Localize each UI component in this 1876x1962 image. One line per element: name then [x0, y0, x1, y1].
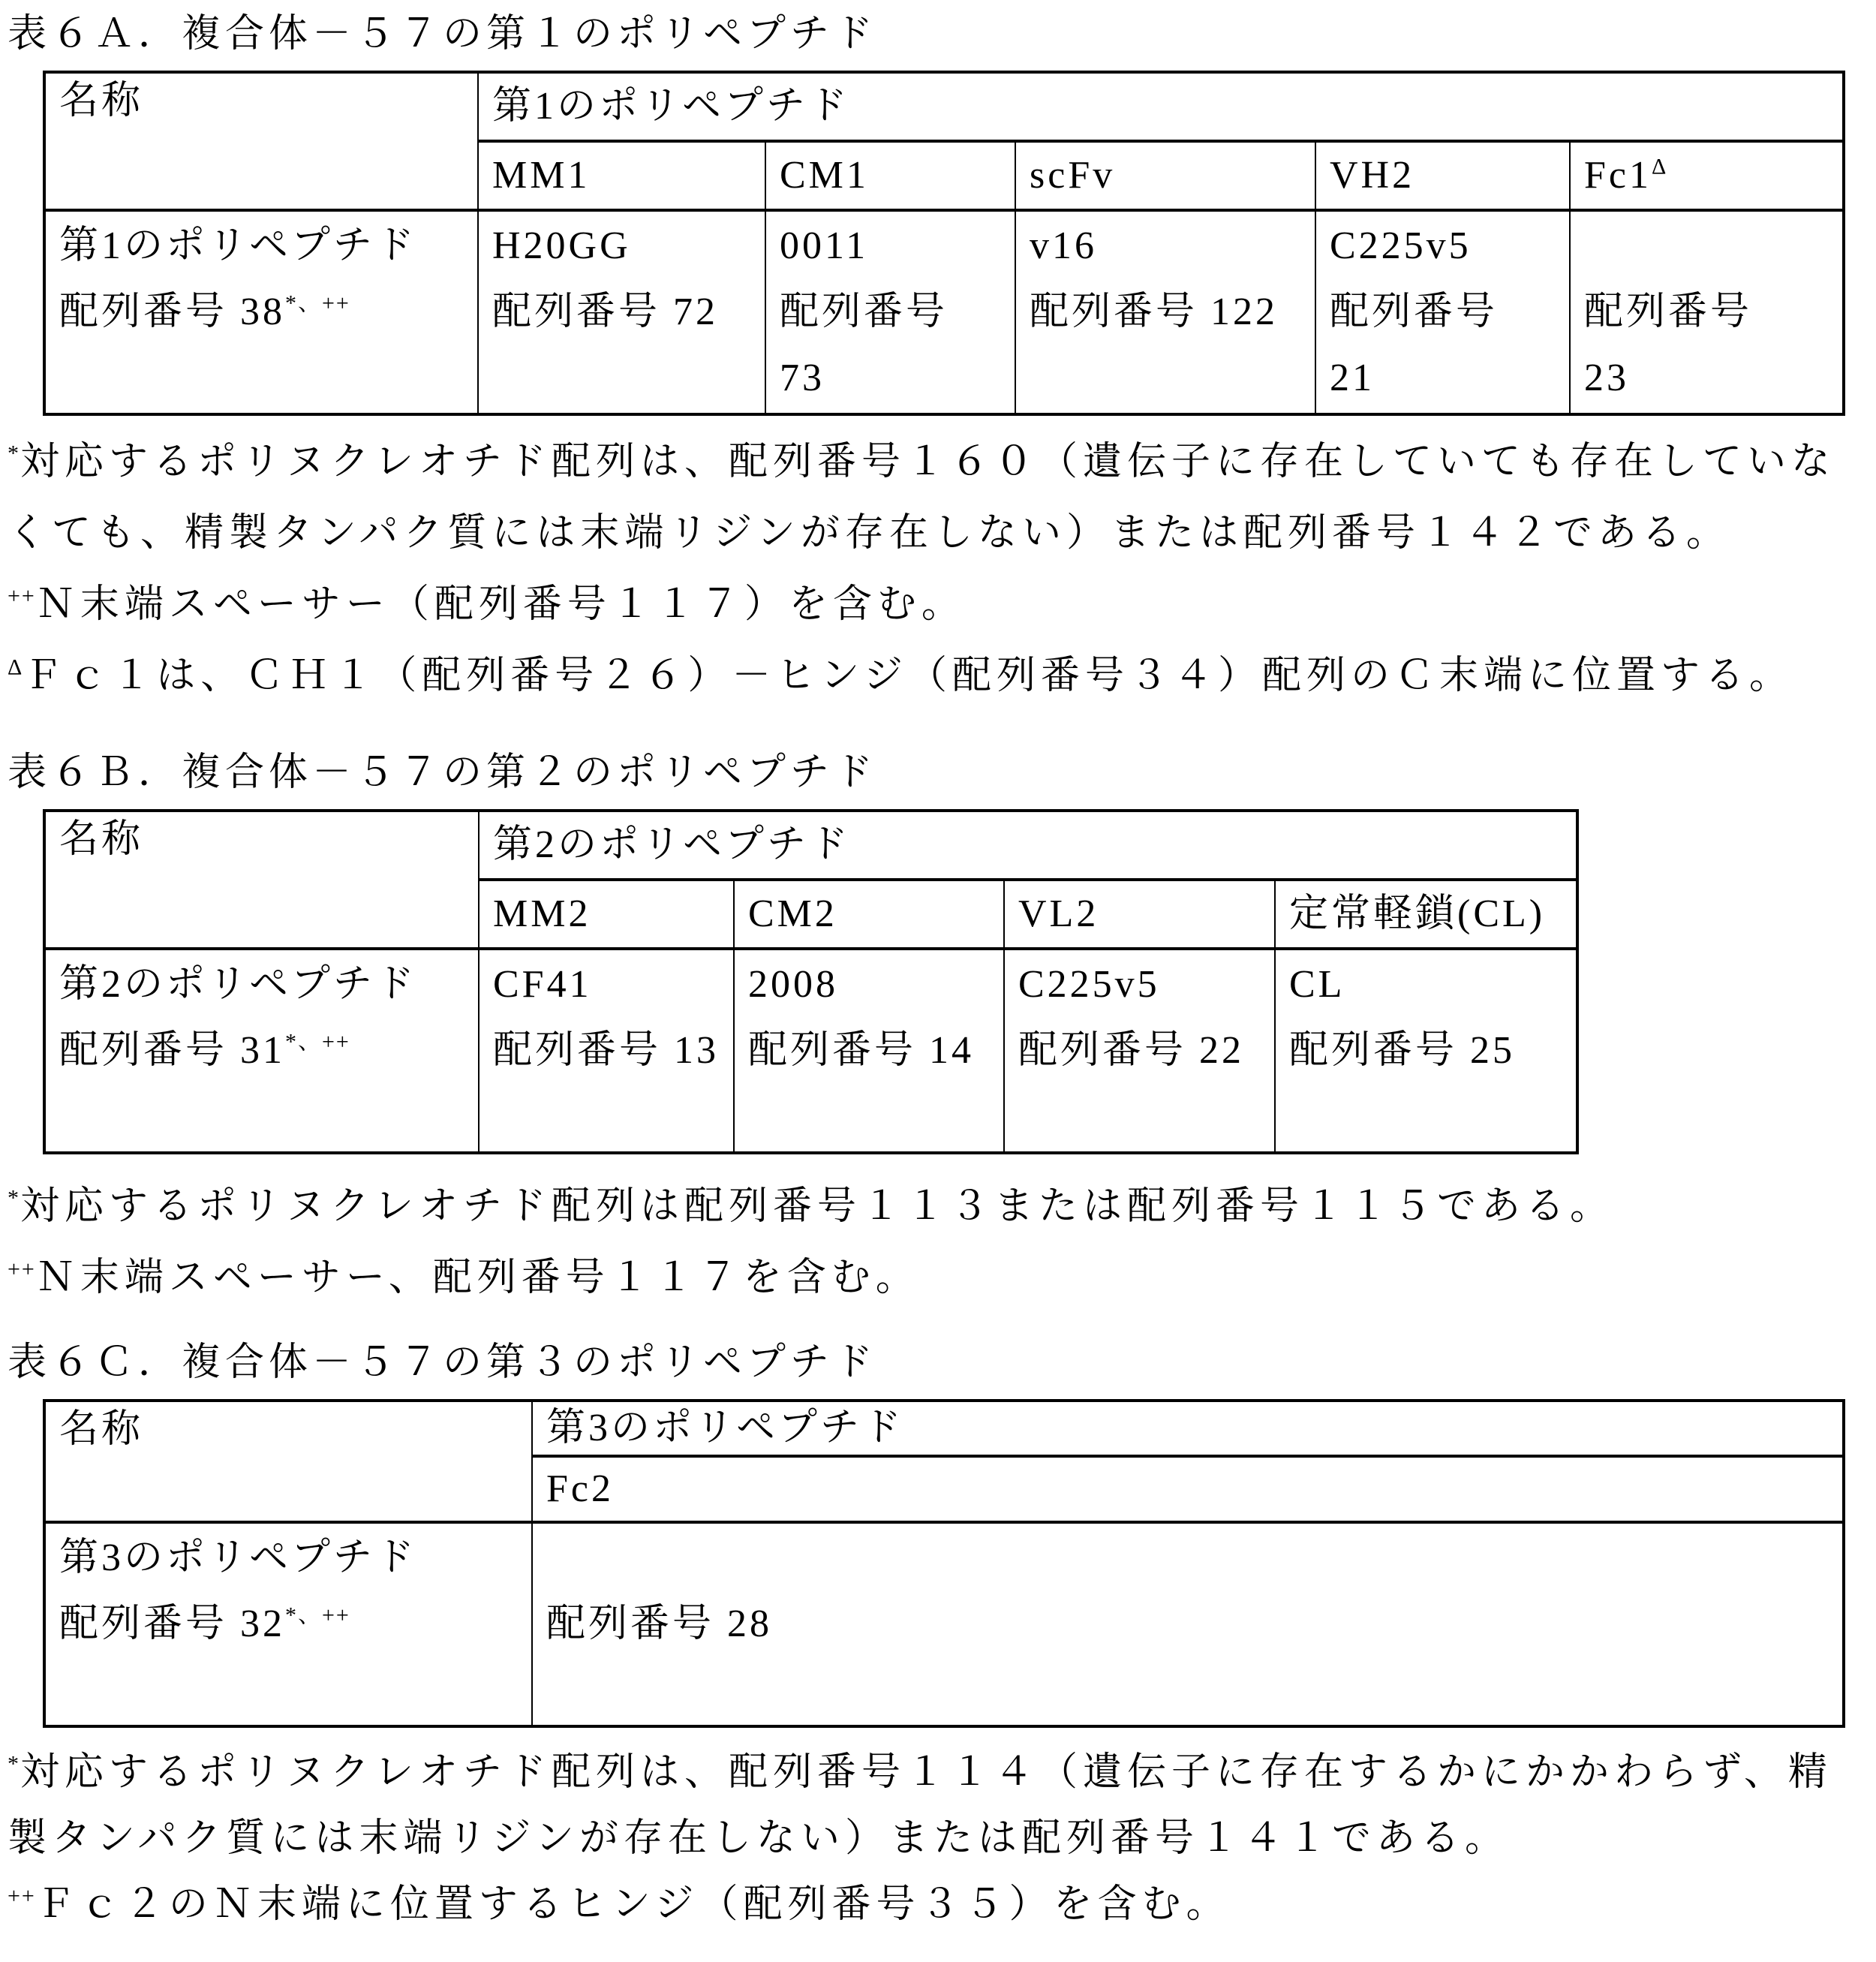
col-label: CM1: [780, 154, 869, 197]
table-6a-cell-scfv: [1015, 210, 1315, 414]
cell-line: 73: [780, 357, 825, 399]
table-6b: [43, 809, 1579, 1154]
cell-line: [59, 1084, 472, 1150]
footnote-text: 対応するポリヌクレオチド配列は、配列番号１６０（遺伝子に存在していても存在していなくても、精製タンパク質には末端リジンが存在しない）または配列番号１４２である。: [8, 441, 1836, 555]
footnote-text: Ｆｃ１は、ＣＨ１（配列番号２６）－ヒンジ（配列番号３４）配列のＣ末端に位置する。: [23, 655, 1793, 697]
col-label: scFv: [1030, 154, 1116, 197]
footnote-asterisk: [8, 1171, 1861, 1242]
table-6b-col-cl: [1275, 880, 1577, 949]
col-label: VH2: [1330, 154, 1415, 197]
seq-id: 配列番号 32: [59, 1602, 286, 1645]
table-6b-cell-cl: [1275, 949, 1577, 1153]
cell-line: [1018, 1084, 1268, 1150]
cell-line: 配列番号: [1584, 290, 1753, 333]
footnote-asterisk: [8, 426, 1861, 569]
cell-line: [59, 1018, 472, 1084]
footnote-text: 対応するポリヌクレオチド配列は、配列番号１１４（遺伝子に存在するかにかかわらず、精製タンパク質には末端リジンが存在しない）または配列番号１４１である。: [8, 1751, 1832, 1860]
cell-line: [59, 345, 471, 411]
footnote-marker: *: [8, 1185, 20, 1211]
cell-line: [492, 345, 759, 411]
cell-line: CF41: [493, 963, 592, 1006]
cell-line: [59, 1591, 525, 1657]
footnote-marks: *、++: [285, 1602, 350, 1628]
footnote-text: Ｎ末端スペーサー（配列番号１１７）を含む。: [35, 583, 966, 626]
table-6b-footnotes: [8, 1171, 1861, 1314]
table-6a-footnotes: [8, 426, 1861, 712]
cell-line: 第1のポリペプチド: [59, 224, 417, 267]
cell-line: [59, 1657, 525, 1723]
footnote-marker: ++: [8, 583, 36, 609]
cell-line: [546, 1525, 1836, 1591]
cell-line: [1289, 1084, 1570, 1150]
footnote-marker: *: [8, 1751, 20, 1777]
col-label: 定常軽鎖(CL): [1289, 892, 1546, 935]
table-6a-cell-cm1: [765, 210, 1015, 414]
table-6a-cell-mm1: [478, 210, 765, 414]
table-6a-name-header: 名称: [44, 72, 478, 210]
table-6c-row-name-cell: [44, 1522, 532, 1726]
table-6a-col-vh2: [1315, 141, 1570, 210]
table-6c-col-fc2: [532, 1456, 1844, 1522]
cell-line: 23: [1584, 357, 1629, 399]
cell-line: 第3のポリペプチド: [59, 1536, 417, 1579]
table-6c-name-header: 名称: [44, 1401, 532, 1522]
footnote-plusplus: [8, 1242, 1861, 1314]
table-6c: [43, 1399, 1845, 1728]
footnote-text: Ｆｃ２のＮ末端に位置するヒンジ（配列番号３５）を含む。: [35, 1883, 1231, 1926]
seq-id: 配列番号 38: [59, 290, 286, 333]
cell-line: C225v5: [1330, 224, 1472, 267]
cell-line: [1584, 213, 1836, 279]
cell-line: 0011: [780, 224, 869, 267]
footnote-plusplus: [8, 1872, 1861, 1938]
table-6a-group-header: 第1のポリペプチド: [478, 72, 1844, 141]
cell-line: [59, 279, 471, 345]
table-6b-name-header: 名称: [44, 811, 479, 949]
cell-line: 配列番号 25: [1289, 1029, 1516, 1072]
table-6a-col-mm1: [478, 141, 765, 210]
table-6b-col-mm2: [479, 880, 734, 949]
cell-line: 21: [1330, 357, 1375, 399]
footnote-asterisk: [8, 1740, 1861, 1872]
footnote-marks: *、++: [285, 290, 350, 316]
cell-line: H20GG: [492, 224, 631, 267]
col-label: Fc2: [546, 1467, 614, 1510]
cell-line: 2008: [748, 963, 838, 1006]
table-6a-row-name-cell: [44, 210, 478, 414]
footnote-marker: Δ: [8, 655, 24, 680]
cell-line: 配列番号: [1330, 290, 1499, 333]
table-6a-cell-fc1: [1570, 210, 1844, 414]
col-label: MM2: [493, 892, 591, 935]
footnote-marks: *、++: [285, 1029, 350, 1055]
footnote-marker: *: [8, 441, 20, 466]
cell-line: 第2のポリペプチド: [59, 963, 417, 1006]
cell-line: 配列番号 14: [748, 1029, 975, 1072]
cell-line: [1030, 345, 1309, 411]
table-6b-cell-vl2: [1004, 949, 1275, 1153]
table-6c-title: 表６Ｃ．複合体－５７の第３のポリペプチド: [8, 1341, 877, 1384]
table-6b-col-vl2: [1004, 880, 1275, 949]
cell-line: 配列番号 28: [546, 1602, 773, 1645]
cell-line: 配列番号 72: [492, 290, 719, 333]
table-6a-title: 表６Ａ．複合体－５７の第１のポリペプチド: [8, 13, 877, 56]
cell-line: 配列番号 22: [1018, 1029, 1245, 1072]
footnote-delta: [8, 640, 1861, 712]
table-6b-cell-cm2: [734, 949, 1004, 1153]
table-6a-col-fc1: [1570, 141, 1844, 210]
col-label: Fc1: [1584, 154, 1652, 197]
col-label: VL2: [1018, 892, 1099, 935]
cell-line: C225v5: [1018, 963, 1160, 1006]
cell-line: 配列番号: [780, 290, 949, 333]
col-sup: Δ: [1652, 154, 1668, 179]
footnote-marker: ++: [8, 1883, 36, 1909]
cell-line: 配列番号 13: [493, 1029, 720, 1072]
cell-line: [748, 1084, 997, 1150]
seq-id: 配列番号 31: [59, 1029, 286, 1072]
table-6a-col-scfv: [1015, 141, 1315, 210]
cell-line: CL: [1289, 963, 1345, 1006]
table-6b-row-name-cell: [44, 949, 479, 1153]
cell-line: v16: [1030, 224, 1097, 267]
table-6c-group-header: 第3のポリペプチド: [532, 1401, 1844, 1456]
table-6c-cell-fc2: [532, 1522, 1844, 1726]
table-6a-col-cm1: [765, 141, 1015, 210]
footnote-text: 対応するポリヌクレオチド配列は配列番号１１３または配列番号１１５である。: [20, 1185, 1615, 1228]
table-6a: [43, 71, 1845, 416]
cell-line: 配列番号 122: [1030, 290, 1279, 333]
table-6b-col-cm2: [734, 880, 1004, 949]
table-6b-cell-mm2: [479, 949, 734, 1153]
footnote-marker: ++: [8, 1256, 36, 1282]
table-6b-group-header: 第2のポリペプチド: [479, 811, 1577, 880]
table-6c-footnotes: [8, 1740, 1861, 1938]
cell-line: [493, 1084, 727, 1150]
col-label: CM2: [748, 892, 837, 935]
table-6a-cell-vh2: [1315, 210, 1570, 414]
col-label: MM1: [492, 154, 591, 197]
footnote-plusplus: [8, 569, 1861, 640]
cell-line: [546, 1657, 1836, 1723]
table-6b-title: 表６Ｂ．複合体－５７の第２のポリペプチド: [8, 751, 877, 794]
footnote-text: Ｎ末端スペーサー、配列番号１１７を含む。: [35, 1256, 920, 1299]
